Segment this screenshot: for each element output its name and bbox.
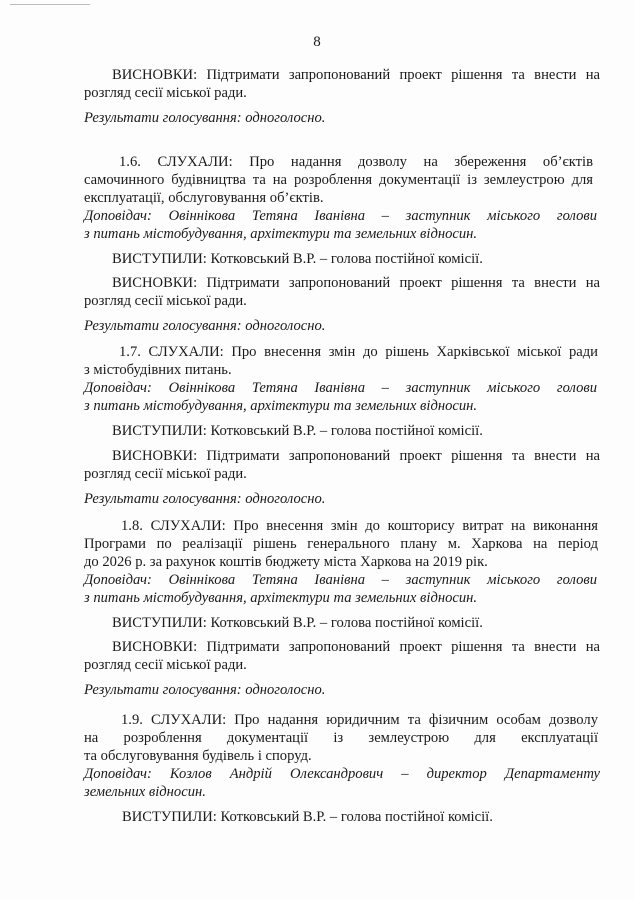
speaker-line: Доповідач: Овіннікова Тетяна Іванівна – заступник міського голови — [84, 208, 597, 224]
conclusions-line: розгляд сесії міської ради. — [84, 657, 247, 673]
agenda-item-text: з містобудівних питань. — [84, 362, 232, 378]
agenda-item-text: та обслуговування будівель і споруд. — [84, 748, 312, 764]
agenda-item-text: самочинного будівництва та на розроблення документації із землеустрою для — [84, 172, 593, 188]
voting-result: Результати голосування: одноголосно. — [84, 110, 326, 126]
agenda-item-1-9-heard: 1.9. СЛУХАЛИ: Про надання юридичним та фізичним особам дозволу — [121, 712, 598, 728]
voting-result: Результати голосування: одноголосно. — [84, 491, 326, 507]
agenda-item-1-7-heard: 1.7. СЛУХАЛИ: Про внесення змін до рішень Харківської міської ради — [119, 344, 598, 360]
voting-result: Результати голосування: одноголосно. — [84, 682, 326, 698]
speaker-line: Доповідач: Овіннікова Тетяна Іванівна – заступник міського голови — [84, 572, 597, 588]
spoke-line: ВИСТУПИЛИ: Котковський В.Р. – голова постійної комісії. — [112, 615, 483, 631]
agenda-item-text: до 2026 р. за рахунок коштів бюджету міста Харкова на 2019 рік. — [84, 554, 488, 570]
speaker-line: з питань містобудування, архітектури та земельних відносин. — [84, 398, 478, 414]
conclusions-line: розгляд сесії міської ради. — [84, 466, 247, 482]
conclusions-line: розгляд сесії міської ради. — [84, 293, 247, 309]
conclusions-line: ВИСНОВКИ: Підтримати запропонований проект рішення та внести на — [112, 67, 600, 83]
speaker-line: Доповідач: Козлов Андрій Олександрович – директор Департаменту — [84, 766, 600, 782]
scan-edge-line — [10, 4, 90, 5]
speaker-line: Доповідач: Овіннікова Тетяна Іванівна – заступник міського голови — [84, 380, 597, 396]
speaker-line: з питань містобудування, архітектури та земельних відносин. — [84, 226, 478, 242]
speaker-line: земельних відносин. — [84, 784, 206, 800]
conclusions-line: ВИСНОВКИ: Підтримати запропонований проект рішення та внести на — [112, 639, 600, 655]
agenda-item-1-8-heard: 1.8. СЛУХАЛИ: Про внесення змін до кошторису витрат на виконання — [121, 518, 598, 534]
agenda-item-text: на розроблення документації із землеустрою для експлуатації — [84, 730, 598, 746]
conclusions-line: розгляд сесії міської ради. — [84, 85, 247, 101]
agenda-item-text: експлуатації, обслуговування об’єктів. — [84, 190, 324, 206]
conclusions-line: ВИСНОВКИ: Підтримати запропонований проект рішення та внести на — [112, 448, 600, 464]
spoke-line: ВИСТУПИЛИ: Котковський В.Р. – голова постійної комісії. — [112, 251, 483, 267]
agenda-item-1-6-heard: 1.6. СЛУХАЛИ: Про надання дозволу на збереження об’єктів — [119, 154, 593, 170]
conclusions-line: ВИСНОВКИ: Підтримати запропонований проект рішення та внести на — [112, 275, 600, 291]
speaker-line: з питань містобудування, архітектури та земельних відносин. — [84, 590, 478, 606]
spoke-line: ВИСТУПИЛИ: Котковський В.Р. – голова постійної комісії. — [122, 809, 493, 825]
voting-result: Результати голосування: одноголосно. — [84, 318, 326, 334]
page-number: 8 — [313, 34, 321, 50]
agenda-item-text: Програми по реалізації рішень генерального плану м. Харкова на період — [84, 536, 598, 552]
spoke-line: ВИСТУПИЛИ: Котковський В.Р. – голова постійної комісії. — [112, 423, 483, 439]
